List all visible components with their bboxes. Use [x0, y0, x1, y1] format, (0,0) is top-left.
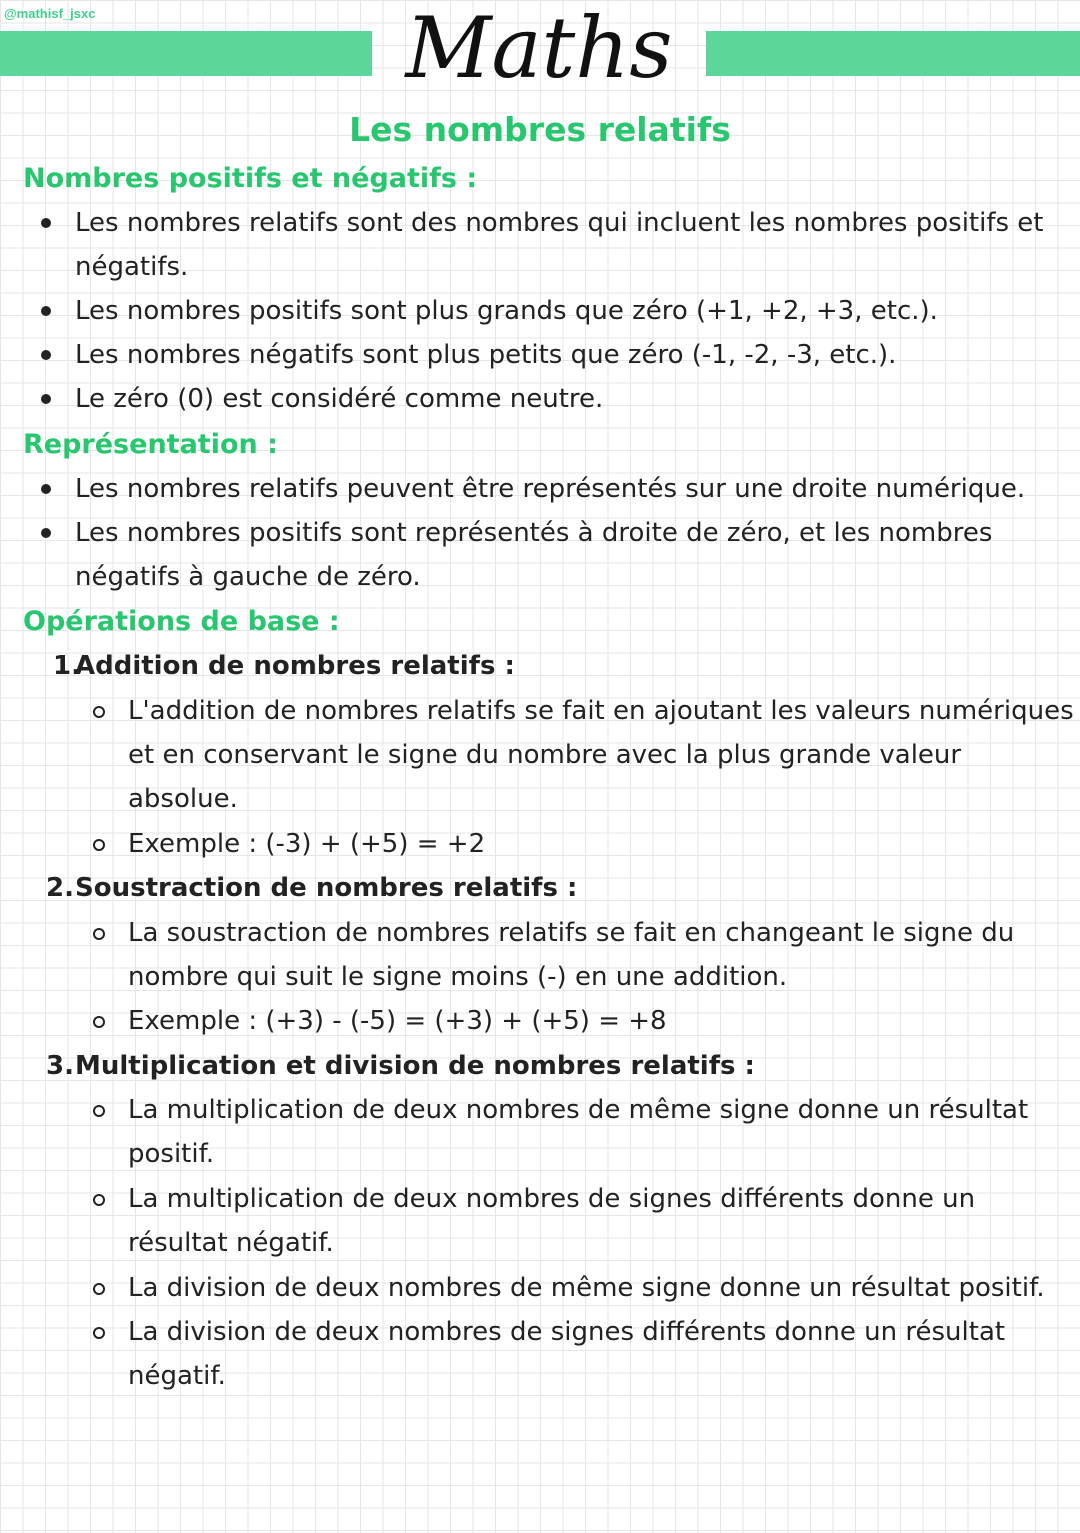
sub-bullet-text: et en conservant le signe du nombre avec la plus grande valeur	[128, 740, 962, 770]
bullet-icon	[41, 394, 51, 404]
section-title-representation	[0, 423, 1080, 467]
numbered-heading-text: Multiplication et division de nombres relatifs :	[75, 1051, 755, 1081]
bullet-item	[0, 467, 1080, 511]
page-subtitle: Les nombres relatifs	[349, 110, 731, 149]
sub-bullet-text: nombre qui suit le signe moins (-) en une addition.	[128, 962, 788, 992]
circle-bullet-icon	[93, 839, 105, 851]
sub-bullet-text: absolue.	[128, 784, 238, 814]
header-band-right	[706, 31, 1080, 76]
numbered-heading-addition	[0, 644, 1080, 688]
bullet-text: Les nombres positifs sont plus grands que zéro (+1, +2, +3, etc.).	[75, 296, 938, 326]
bullet-text: Les nombres relatifs sont des nombres qui incluent les nombres positifs et	[75, 208, 1044, 238]
sub-bullet-text: La multiplication de deux nombres de même signe donne un résultat	[128, 1095, 1029, 1125]
bullet-item	[0, 201, 1080, 245]
sub-bullet-item	[0, 689, 1080, 733]
sub-bullet-item	[0, 911, 1080, 955]
sub-bullet-continuation	[0, 955, 1080, 999]
sub-bullet-text: La division de deux nombres de même signe donne un résultat positif.	[128, 1273, 1045, 1303]
page-title: Maths	[405, 0, 673, 97]
sub-bullet-text: Exemple : (+3) - (-5) = (+3) + (+5) = +8	[128, 1006, 667, 1036]
sub-bullet-text: positif.	[128, 1139, 215, 1169]
sub-bullet-text: résultat négatif.	[128, 1228, 334, 1258]
circle-bullet-icon	[93, 1327, 105, 1339]
bullet-icon	[41, 484, 51, 494]
numbered-heading-text: Soustraction de nombres relatifs :	[75, 873, 578, 903]
sub-bullet-text: négatif.	[128, 1361, 226, 1391]
bullet-text: négatifs.	[75, 252, 189, 282]
sub-bullet-continuation	[0, 1132, 1080, 1176]
bullet-item	[0, 377, 1080, 421]
section-title-operations	[0, 600, 1080, 644]
sub-bullet-item	[0, 1088, 1080, 1132]
section-title-text: Nombres positifs et négatifs :	[23, 163, 478, 194]
bullet-text: Les nombres positifs sont représentés à droite de zéro, et les nombres	[75, 518, 993, 548]
bullet-text: négatifs à gauche de zéro.	[75, 562, 421, 592]
sub-bullet-text: Exemple : (-3) + (+5) = +2	[128, 829, 486, 859]
circle-bullet-icon	[93, 1283, 105, 1295]
circle-bullet-icon	[93, 706, 105, 718]
bullet-icon	[41, 306, 51, 316]
bullet-icon	[41, 218, 51, 228]
section-title-text: Opérations de base :	[23, 606, 340, 637]
numbered-heading-text: Addition de nombres relatifs :	[75, 651, 515, 681]
sub-bullet-text: La multiplication de deux nombres de signes différents donne un	[128, 1184, 976, 1214]
sub-bullet-item	[0, 999, 1080, 1043]
numbered-heading-multiplication-division	[0, 1044, 1080, 1088]
list-number: 2.	[46, 873, 74, 903]
sub-bullet-item	[0, 1177, 1080, 1221]
bullet-text: Les nombres relatifs peuvent être représentés sur une droite numérique.	[75, 474, 1026, 504]
bullet-continuation	[0, 555, 1080, 599]
circle-bullet-icon	[93, 1105, 105, 1117]
sub-bullet-text: La division de deux nombres de signes différents donne un résultat	[128, 1317, 1006, 1347]
bullet-icon	[41, 350, 51, 360]
bullet-continuation	[0, 245, 1080, 289]
header-band-left	[0, 31, 372, 76]
sub-bullet-continuation	[0, 733, 1080, 777]
numbered-heading-soustraction	[0, 866, 1080, 910]
sub-bullet-item	[0, 822, 1080, 866]
bullet-item	[0, 333, 1080, 377]
bullet-icon	[41, 528, 51, 538]
author-handle: @mathisf_jsxc	[4, 6, 96, 21]
sub-bullet-continuation	[0, 1354, 1080, 1398]
bullet-text: Le zéro (0) est considéré comme neutre.	[75, 384, 604, 414]
circle-bullet-icon	[93, 1194, 105, 1206]
bullet-item	[0, 511, 1080, 555]
sub-bullet-item	[0, 1266, 1080, 1310]
sub-bullet-continuation	[0, 1221, 1080, 1265]
sub-bullet-continuation	[0, 777, 1080, 821]
circle-bullet-icon	[93, 1016, 105, 1028]
bullet-item	[0, 289, 1080, 333]
section-title-positifs-negatifs	[0, 157, 1080, 201]
sub-bullet-item	[0, 1310, 1080, 1354]
circle-bullet-icon	[93, 928, 105, 940]
section-title-text: Représentation :	[23, 429, 278, 460]
sub-bullet-text: L'addition de nombres relatifs se fait en ajoutant les valeurs numériques	[128, 696, 1074, 726]
list-number: 1.	[53, 651, 81, 681]
sub-bullet-text: La soustraction de nombres relatifs se fait en changeant le signe du	[128, 918, 1015, 948]
bullet-text: Les nombres négatifs sont plus petits que zéro (-1, -2, -3, etc.).	[75, 340, 897, 370]
list-number: 3.	[46, 1051, 74, 1081]
